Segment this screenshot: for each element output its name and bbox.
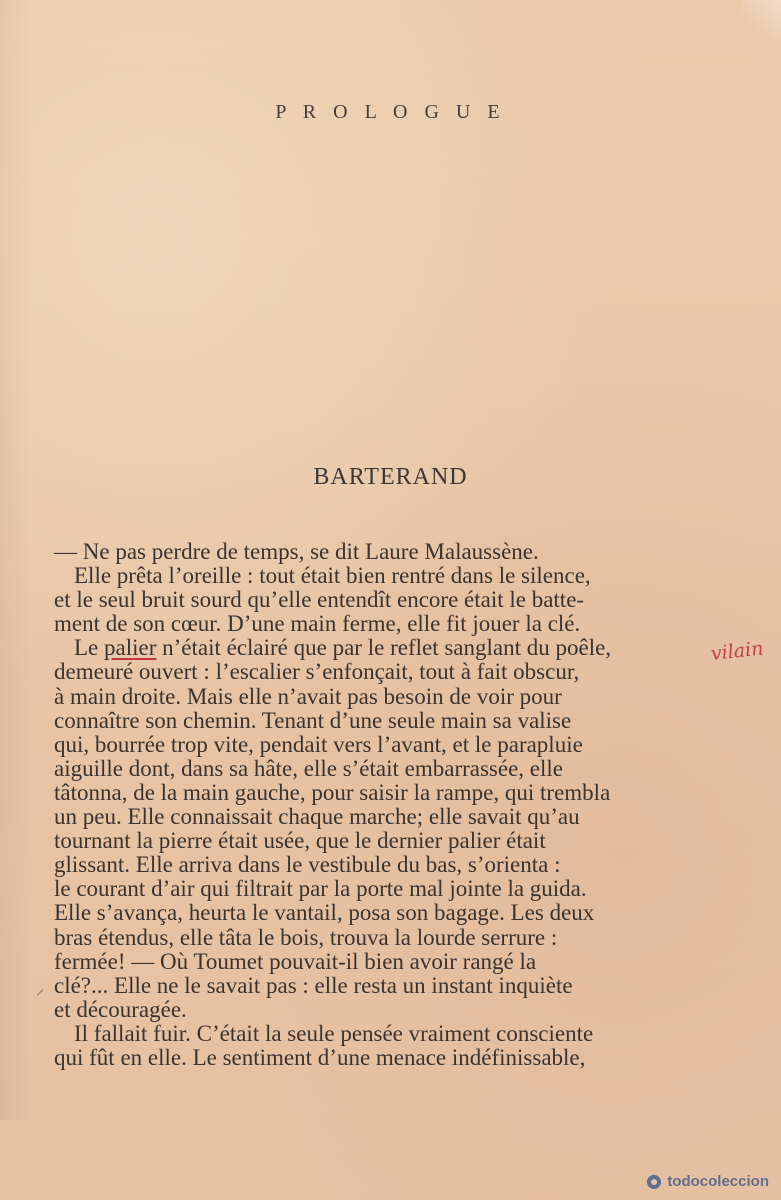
watermark-text: todocoleccion xyxy=(667,1173,769,1190)
text-line: ment de son cœur. D’une main ferme, elle fit jouer la clé. xyxy=(54,611,581,637)
text-line: à main droite. Mais elle n’avait pas besoin de voir pour xyxy=(54,683,562,709)
pencil-mark xyxy=(37,989,43,995)
page-shadow xyxy=(0,0,32,1120)
text-line: et le seul bruit sourd qu’elle entendît encore était le batte- xyxy=(54,587,585,613)
text-line: bras étendus, elle tâta le bois, trouva la lourde serrure : xyxy=(54,924,558,950)
text-line: qui fût en elle. Le sentiment d’une menace indéfinissable, xyxy=(54,1044,586,1070)
text-line: tournant la pierre était usée, que le dernier palier était xyxy=(54,828,546,854)
text-line: glissant. Elle arriva dans le vestibule du bas, s’orienta : xyxy=(54,852,561,878)
text-line: clé?... Elle ne le savait pas : elle resta un instant inquiète xyxy=(54,972,573,998)
handwritten-margin-note: vilain xyxy=(709,637,765,665)
prologue-heading: P R O L O G U E xyxy=(275,101,506,123)
watermark xyxy=(647,1173,769,1190)
text-line: demeuré ouvert : l’escalier s’enfonçait, tout à fait obscur, xyxy=(54,659,580,685)
text-line: Elle s’avança, heurta le vantail, posa son bagage. Les deux xyxy=(54,900,595,926)
text-line: Elle prêta l’oreille : tout était bien rentré dans le silence, xyxy=(74,563,591,589)
chapter-title: BARTERAND xyxy=(313,464,468,490)
text-line: un peu. Elle connaissait chaque marche; elle savait qu’au xyxy=(54,804,580,830)
text-line: qui, bourrée trop vite, pendait vers l’avant, et le parapluie xyxy=(54,731,583,757)
text-line: — Ne pas perdre de temps, se dit Laure Malaussène. xyxy=(54,539,539,564)
text-line-with-annotation xyxy=(54,636,676,660)
text-line: fermée! — Où Toumet pouvait-il bien avoir rangé la xyxy=(54,948,537,974)
text-fragment: n’était éclairé que par le reflet sanglant du poêle, xyxy=(156,635,612,661)
underlined-word: palier xyxy=(104,635,157,661)
text-line: le courant d’air qui filtrait par la porte mal jointe la guida. xyxy=(54,876,587,902)
watermark-logo-icon xyxy=(647,1175,661,1189)
text-line: tâtonna, de la main gauche, pour saisir la rampe, qui trembla xyxy=(54,779,611,805)
text-fragment: Le xyxy=(74,635,105,661)
text-line: et découragée. xyxy=(54,996,187,1022)
page-corner-wear xyxy=(741,0,781,40)
text-line: connaître son chemin. Tenant d’une seule main sa valise xyxy=(54,707,572,733)
text-line: Il fallait fuir. C’était la seule pensée vraiment consciente xyxy=(74,1020,594,1046)
body-text xyxy=(54,540,676,1070)
text-line: aiguille dont, dans sa hâte, elle s’était embarrassée, elle xyxy=(54,755,563,781)
